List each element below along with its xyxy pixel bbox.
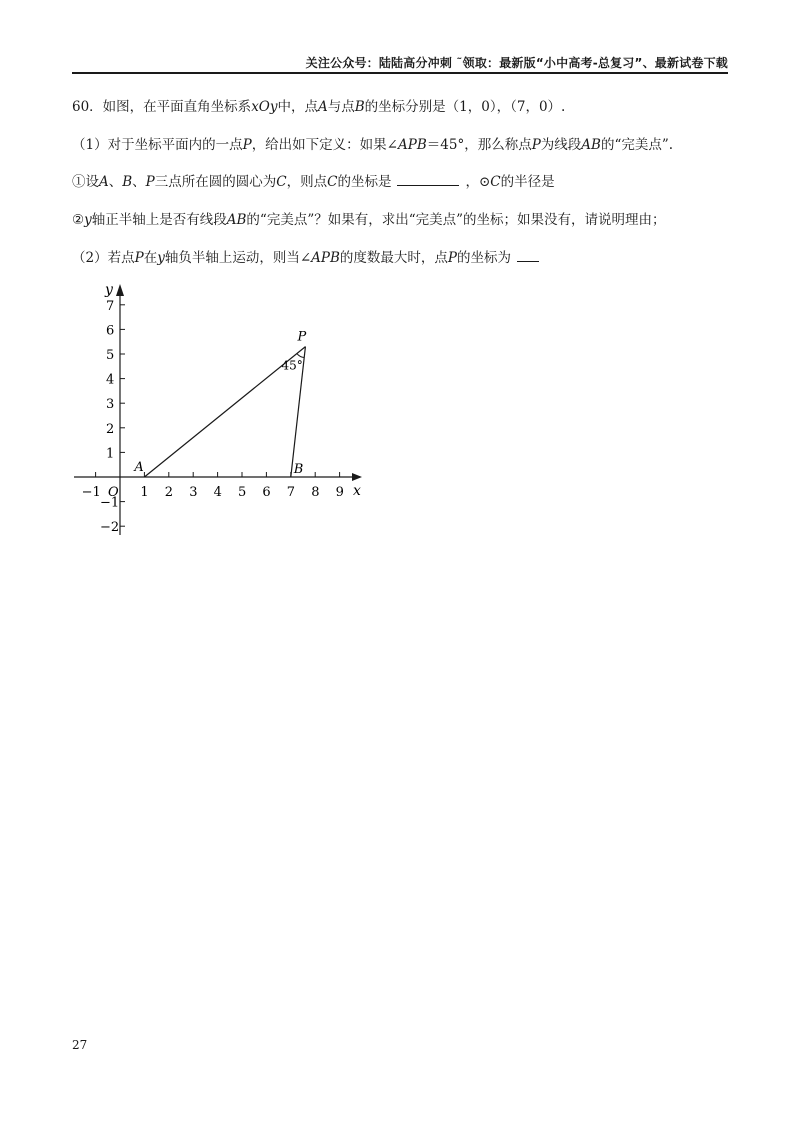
part1-var-3: P (531, 137, 541, 153)
q1-text-3: 、 (132, 174, 146, 190)
answer-blank-point[interactable] (517, 249, 539, 262)
x-axis-arrow-icon (352, 473, 362, 481)
part2-text-1: （2）若点 (72, 250, 135, 266)
x-tick-label: 7 (286, 485, 296, 500)
part2-text-2: 在 (143, 250, 158, 266)
y-tick-label: 3 (106, 397, 115, 413)
y-tick-label: 1 (106, 446, 115, 462)
question-1 (72, 173, 555, 191)
part2-var-4: P (447, 250, 457, 266)
y-axis-label: y (105, 282, 113, 298)
q1-text-6: 的坐标是 (337, 174, 392, 190)
header-rule (72, 72, 728, 74)
coordinate-figure (60, 270, 380, 540)
q2-var-1: y (84, 212, 92, 228)
part1-var-2: APB (398, 137, 427, 153)
q2-text-2: 轴正半轴上是否有线段 (91, 212, 227, 228)
part2-var-3: APB (311, 250, 340, 266)
part2-text-5: 的坐标为 (457, 250, 511, 266)
intro-text-4: 的坐标分别是（1，0），（7，0）. (364, 99, 566, 115)
part2-var-2: y (157, 250, 165, 266)
y-tick-label: 2 (106, 421, 115, 437)
intro-text-2: 中，点 (277, 99, 318, 115)
q2-text-1: ② (72, 212, 85, 228)
x-tick-label: 5 (238, 485, 247, 500)
page-number: 27 (72, 1038, 88, 1052)
part1-text-2: ，给出如下定义：如果∠ (251, 137, 398, 153)
q1-var-4: C (276, 174, 287, 190)
part1-text-4: 为线段 (540, 137, 582, 153)
part2-text-4: 的度数最大时，点 (339, 250, 448, 266)
part1-text-5: 的“完美点”. (600, 137, 674, 153)
q1-var-5: C (327, 174, 338, 190)
q1-text-7: ，⊙ (465, 174, 491, 190)
problem-part1 (72, 136, 673, 154)
q1-var-1: A (99, 174, 109, 190)
part1-text-3: ＝45°，那么称点 (426, 137, 532, 153)
q1-var-2: B (122, 174, 133, 190)
intro-var-1: xOy (251, 99, 278, 115)
q1-var-3: P (145, 174, 155, 190)
intro-text-3: 与点 (327, 99, 355, 115)
x-tick-label: 9 (335, 485, 344, 500)
q1-text-1: ①设 (72, 174, 99, 190)
x-axis-label: x (353, 483, 361, 499)
answer-blank-center[interactable] (397, 173, 459, 186)
y-tick-label: −1 (100, 495, 120, 511)
part1-text-1: （1）对于坐标平面内的一点 (72, 137, 243, 153)
q1-text-5: ，则点 (286, 174, 328, 190)
angle-arc (297, 354, 304, 358)
x-tick-label: 2 (164, 485, 174, 500)
q1-text-2: 、 (108, 174, 123, 190)
q1-text-8: 的半径是 (500, 174, 555, 190)
intro-var-2: A (318, 99, 328, 115)
point-p-label: P (297, 329, 307, 345)
y-tick-label: 4 (106, 372, 115, 388)
problem-intro (72, 98, 565, 116)
point-a-label: A (134, 460, 144, 475)
problem-part2 (72, 249, 539, 267)
x-tick-label: 3 (189, 485, 198, 500)
part2-var-1: P (134, 250, 144, 266)
part1-var-4: AB (581, 137, 601, 153)
x-tick-label: 8 (311, 485, 320, 500)
intro-text-1: 60．如图，在平面直角坐标系 (72, 99, 252, 115)
origin-label: O (108, 485, 119, 500)
x-tick-label: 6 (262, 485, 271, 500)
y-axis-arrow-icon (116, 284, 124, 296)
x-tick-label: 1 (140, 485, 149, 500)
angle-label: 45° (281, 358, 303, 373)
q1-text-4: 三点所在圆的圆心为 (154, 174, 277, 190)
q2-var-2: AB (226, 212, 247, 228)
y-tick-label: 6 (106, 323, 115, 339)
intro-var-3: B (354, 99, 365, 115)
x-tick-label: 4 (213, 485, 222, 500)
y-tick-label: 7 (106, 298, 115, 314)
q2-text-3: 的“完美点”？如果有，求出“完美点”的坐标；如果没有，请说明理由； (246, 212, 666, 228)
part2-text-3: 轴负半轴上运动，则当∠ (164, 250, 312, 266)
question-2 (72, 211, 666, 229)
page-header: 关注公众号：陆陆高分冲刺 ˜领取：最新版“小中高考-总复习”、最新试卷下载 (305, 56, 728, 70)
x-ticks (82, 472, 344, 500)
point-b-label: B (293, 462, 304, 477)
y-tick-label: −2 (100, 520, 120, 536)
part1-var-1: P (242, 137, 252, 153)
q1-var-6: C (490, 174, 501, 190)
y-tick-label: 5 (106, 348, 115, 363)
x-tick-label: −1 (81, 485, 101, 500)
